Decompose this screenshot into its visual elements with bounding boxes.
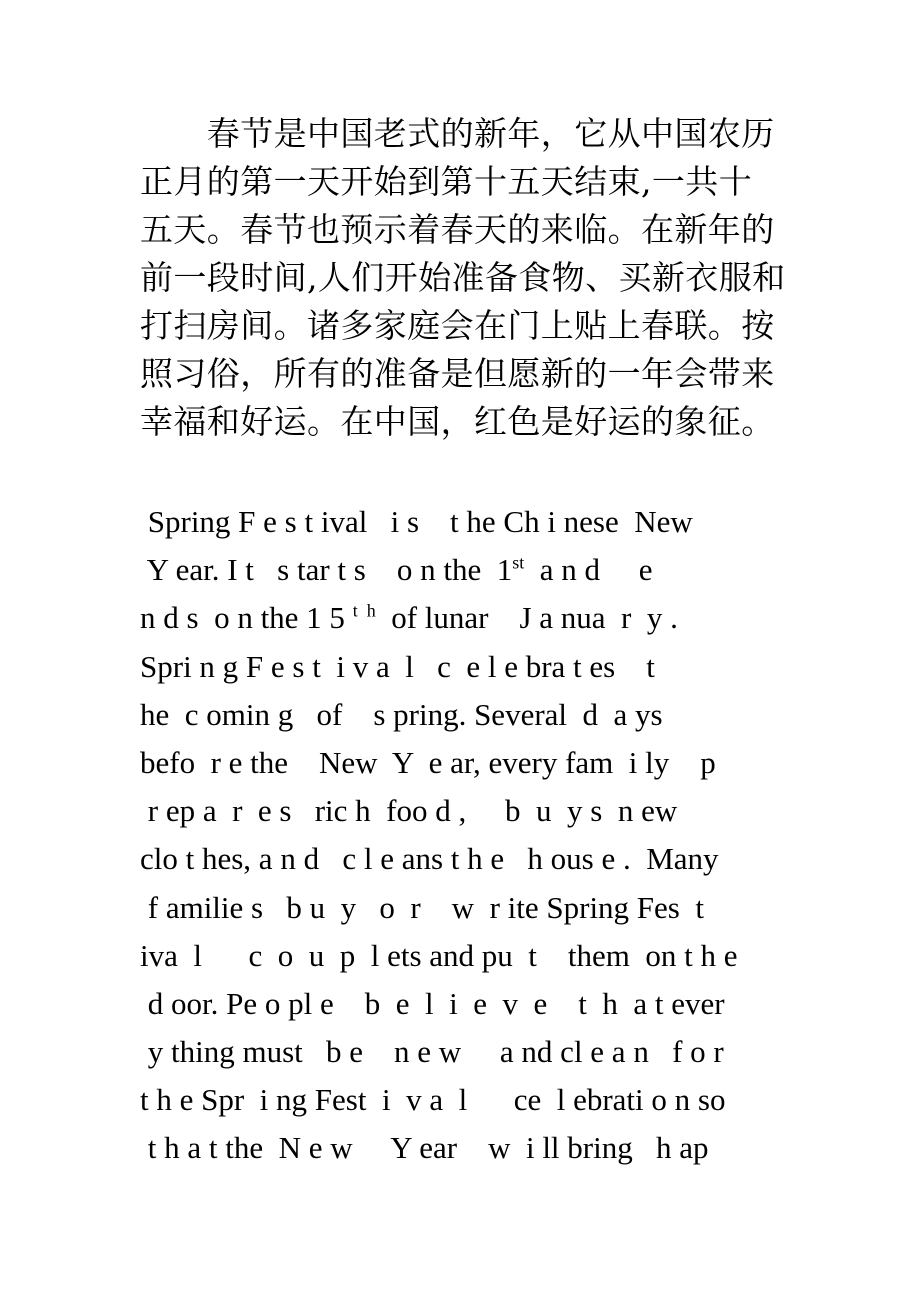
english-line: iva l c o u p l ets and pu t them on t h e: [140, 937, 738, 973]
english-line: y thing must b e n e w a nd cl e a n f o r: [140, 1034, 724, 1070]
english-line: d oor. Pe o pl e b e l i e v e t h a t ever: [140, 985, 725, 1021]
english-line: f amilie s b u y o r w r ite Spring Fes t: [140, 889, 704, 925]
chinese-line: 打扫房间。诸多家庭会在门上贴上春联。按: [140, 306, 775, 345]
english-line: befo r e the New Y e ar, every fam i ly p: [140, 744, 716, 780]
chinese-line: 前一段时间,人们开始准备食物、买新衣服和: [140, 258, 786, 297]
ordinal-superscript: st: [512, 552, 525, 573]
chinese-line: 照习俗，所有的准备是但愿新的一年会带来: [140, 354, 775, 393]
english-line: clo t hes, a n d c l e ans t h e h ous e . Many: [140, 841, 719, 877]
ordinal-superscript: t h: [352, 601, 376, 622]
english-line: Spring F e s t ival i s t he Ch i nese New: [140, 504, 693, 539]
english-line-text: n d s o n the 1 5: [140, 600, 353, 636]
english-line: [140, 546, 800, 594]
english-line: Spri n g F e s t i v a l c e l e bra t es t: [140, 648, 655, 684]
english-line: t h e Spr i ng Fest i v a l ce l ebrati o n so: [140, 1082, 726, 1118]
english-line: r ep a r e s ric h foo d , b u y s n ew: [140, 793, 678, 829]
english-line: t h a t the N e w Y ear w i ll bring h ap: [140, 1130, 709, 1166]
english-line-tail: a n d e: [524, 552, 653, 588]
chinese-line: 正月的第一天开始到第十五天结束,一共十: [140, 162, 753, 201]
english-line-text: Y ear. I t s tar t s o n the 1: [140, 552, 513, 588]
chinese-line: 幸福和好运。在中国，红色是好运的象征。: [140, 402, 775, 441]
english-paragraph: [140, 498, 800, 1173]
chinese-line: 春节是中国老式的新年，它从中国农历: [140, 114, 775, 153]
chinese-paragraph: [140, 110, 790, 446]
english-line: [140, 594, 800, 642]
english-line-tail: of lunar J a nua r y .: [375, 600, 678, 636]
english-line: he c omin g of s pring. Several d a ys: [140, 696, 663, 732]
chinese-line: 五天。春节也预示着春天的来临。在新年的: [140, 210, 775, 249]
